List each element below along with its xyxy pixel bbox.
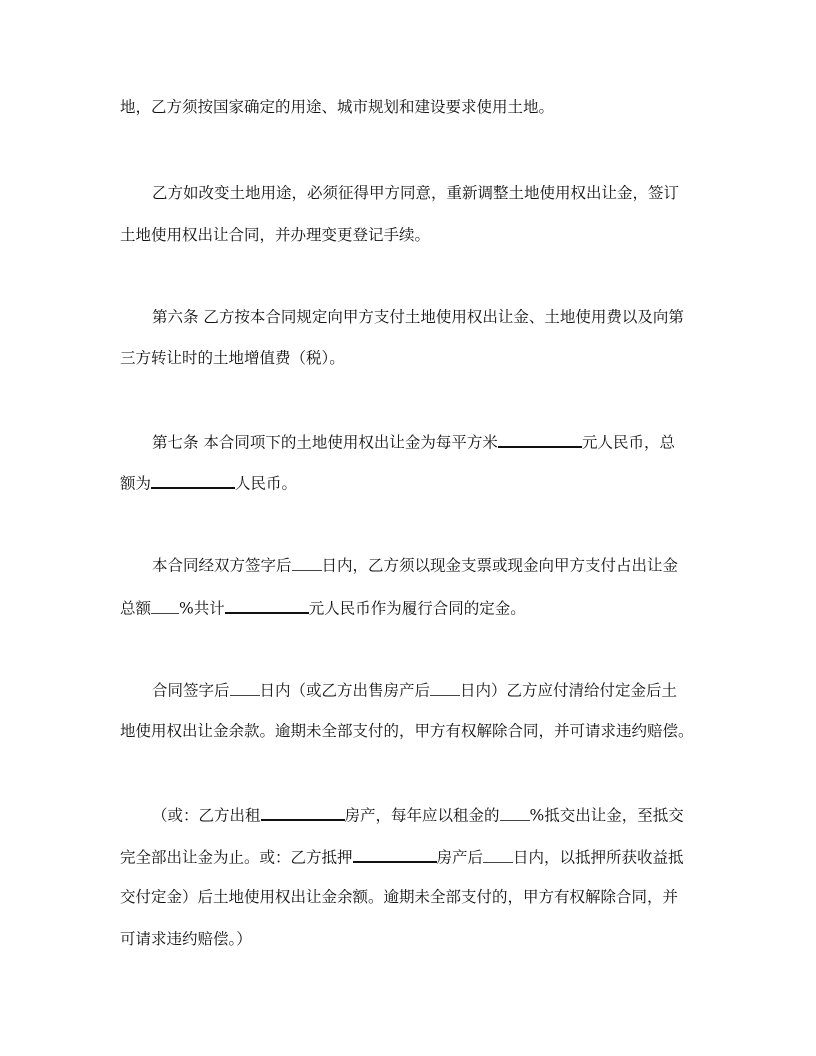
sale-days-blank[interactable] xyxy=(430,679,460,696)
paragraph-6-text-c: 日内）乙方应付清给付定金后土 xyxy=(460,681,678,700)
mortgage-days-blank[interactable] xyxy=(483,846,513,863)
days-after-signing-blank[interactable] xyxy=(292,554,322,571)
paragraph-7-text-d: 完全部出让金为止。或：乙方抵押 xyxy=(120,848,353,867)
payment-days-blank[interactable] xyxy=(230,679,260,696)
paragraph-7-line-1 xyxy=(152,803,684,827)
paragraph-6-text-a: 合同签字后 xyxy=(152,681,230,700)
paragraph-6-line-1 xyxy=(152,679,677,702)
rental-property-blank[interactable] xyxy=(261,803,345,821)
paragraph-5-text-c: 总额 xyxy=(120,599,152,618)
rent-percent-blank[interactable] xyxy=(500,804,530,821)
article-7-text-b: 元人民币，总 xyxy=(581,433,675,452)
paragraph-7-text-a: （或：乙方出租 xyxy=(152,806,261,825)
total-amount-blank[interactable] xyxy=(151,471,235,489)
paragraph-7-line-2 xyxy=(120,845,684,869)
paragraph-5-text-b: 日内，乙方须以现金支票或现金向甲方支付占出让金 xyxy=(321,556,679,575)
paragraph-7-text-c: %抵交出让金，至抵交 xyxy=(529,806,684,825)
deposit-percent-blank[interactable] xyxy=(151,597,179,614)
article-7-line-2 xyxy=(120,471,297,495)
paragraph-5-text-d: %共计 xyxy=(179,599,225,618)
paragraph-5-text-e: 元人民币作为履行合同的定金。 xyxy=(308,599,526,618)
paragraph-1-line-1: 地，乙方须按国家确定的用途、城市规划和建设要求使用土地。 xyxy=(120,98,555,116)
paragraph-5-text-a: 本合同经双方签字后 xyxy=(152,556,292,575)
paragraph-7-line-3: 交付定金）后土地使用权出让金余额。逾期未全部支付的，甲方有权解除合同，并 xyxy=(120,888,679,906)
article-7-line-1 xyxy=(152,430,675,454)
mortgage-property-blank[interactable] xyxy=(353,845,437,863)
paragraph-7-text-e: 房产后 xyxy=(436,848,484,867)
paragraph-5-line-2 xyxy=(120,596,526,620)
article-6-line-2: 三方转让时的土地增值费（税）。 xyxy=(120,349,345,367)
paragraph-5-line-1 xyxy=(152,554,678,577)
paragraph-2-line-2: 土地使用权出让合同，并办理变更登记手续。 xyxy=(120,226,431,244)
article-7-text-d: 人民币。 xyxy=(235,474,298,493)
paragraph-6-text-b: 日内（或乙方出售房产后 xyxy=(259,681,431,700)
paragraph-7-text-f: 日内，以抵押所获收益抵 xyxy=(513,848,684,867)
paragraph-7-text-b: 房产，每年应以租金的 xyxy=(344,806,500,825)
price-per-sqm-blank[interactable] xyxy=(498,430,582,448)
article-6-line-1: 第六条 乙方按本合同规定向甲方支付土地使用权出让金、土地使用费以及向第 xyxy=(152,308,684,326)
article-7-text-c: 额为 xyxy=(120,474,152,493)
paragraph-7-line-4: 可请求违约赔偿。） xyxy=(120,930,252,948)
article-7-text-a: 第七条 本合同项下的土地使用权出让金为每平方米 xyxy=(152,433,498,452)
paragraph-2-line-1: 乙方如改变土地用途，必须征得甲方同意，重新调整土地使用权出让金，签订 xyxy=(152,184,680,202)
paragraph-6-line-2: 地使用权出让金余款。逾期未全部支付的，甲方有权解除合同，并可请求违约赔偿。 xyxy=(120,722,694,740)
deposit-amount-blank[interactable] xyxy=(225,596,309,614)
